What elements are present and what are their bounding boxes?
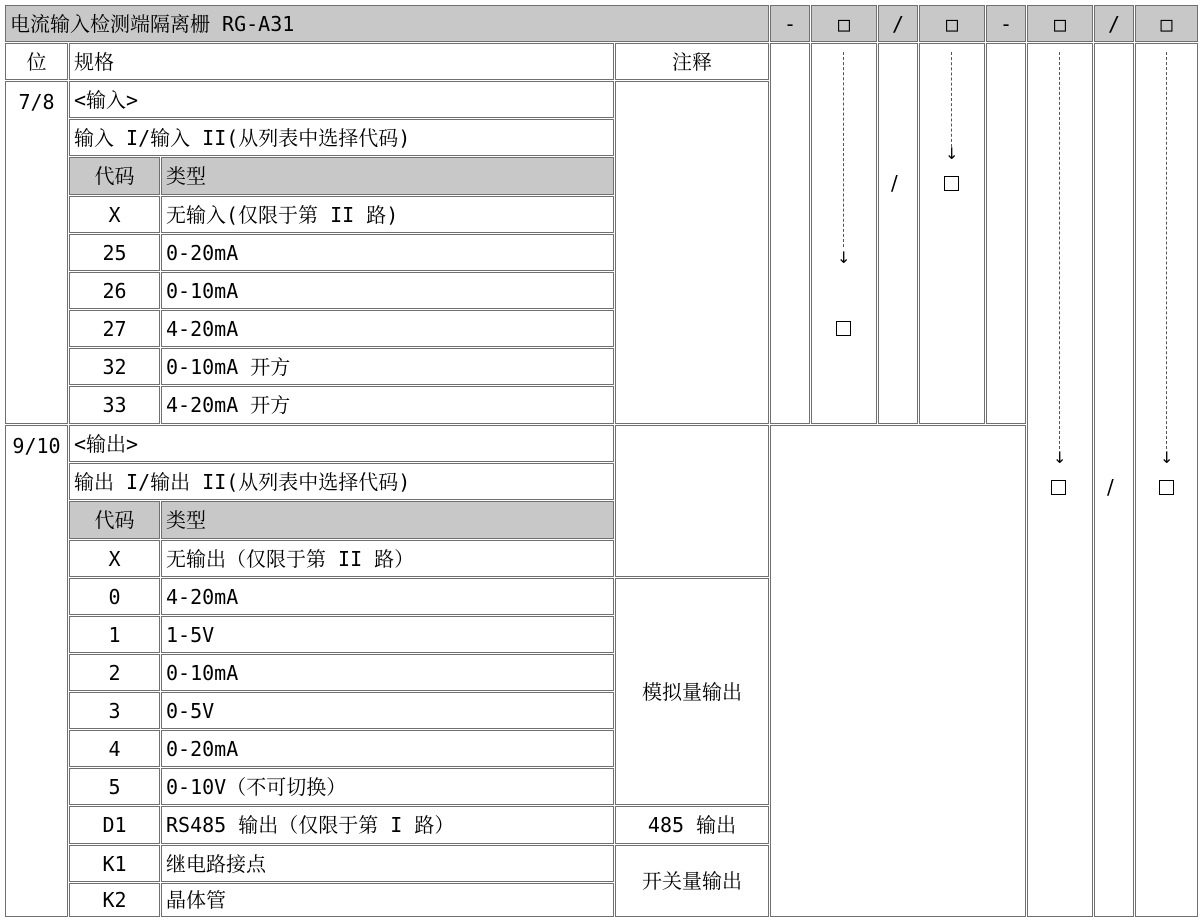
code-box-output-1: [1027, 5, 1093, 42]
input-section-text: <输入>: [74, 87, 139, 112]
box-placeholder-icon: [944, 176, 959, 191]
input-code-cell: X: [108, 202, 121, 227]
slash-symbol: /: [1107, 11, 1121, 36]
note-rs485-text: 485 输出: [647, 813, 737, 837]
title-text: 电流输入检测端隔离栅 RG-A31: [10, 11, 295, 36]
table-row: [69, 310, 160, 347]
dash-symbol: -: [999, 11, 1013, 36]
output-type-cell: 继电路接点: [166, 851, 266, 876]
arrow-down-icon: ↓: [837, 248, 851, 267]
table-row: [161, 806, 614, 844]
input-code-header: [69, 157, 160, 195]
output-section-label: [69, 425, 614, 462]
header-note-text: 注释: [672, 49, 712, 74]
note-rs485-output: [615, 806, 769, 844]
output-position-text: 9/10: [12, 434, 61, 458]
output-type-cell: 0-10mA: [166, 660, 239, 685]
dashed-guide-line: [951, 52, 952, 147]
slash-symbol: /: [891, 11, 905, 36]
table-row: [161, 386, 614, 424]
slash-symbol: /: [891, 171, 898, 195]
input-type-cell: 4-20mA 开方: [166, 393, 291, 417]
output-type-header-text: 类型: [166, 508, 206, 532]
table-row: [161, 348, 614, 385]
input-type-header-text: 类型: [166, 164, 206, 188]
output-type-cell: 晶体管: [166, 888, 226, 912]
output-code-cell: 5: [108, 774, 121, 799]
table-row: [161, 272, 614, 309]
note-analog-text: 模拟量输出: [642, 679, 742, 704]
output-type-cell: 0-20mA: [166, 736, 239, 761]
table-row: [69, 692, 160, 729]
input-section-label: [69, 81, 614, 118]
arrow-down-icon: ↓: [1053, 448, 1067, 467]
output-code-header: [69, 501, 160, 539]
dashed-guide-line: [843, 52, 844, 247]
table-row: [69, 348, 160, 385]
input-code-cell: 33: [102, 393, 127, 417]
table-row: [69, 196, 160, 233]
table-row: [69, 806, 160, 844]
code-box-input-2: [919, 5, 985, 42]
page-title: [5, 5, 769, 42]
output-code-header-text: 代码: [94, 508, 135, 532]
code-column-slash-1: [878, 43, 918, 424]
input-type-cell: 0-10mA 开方: [166, 354, 291, 379]
code-box-input-1: [811, 5, 877, 42]
table-row: [161, 234, 614, 271]
output-type-header: [161, 501, 614, 539]
table-row: [161, 616, 614, 653]
input-note-cell: [615, 81, 769, 424]
code-column-input-2: [919, 43, 985, 424]
box-symbol: □: [1160, 11, 1173, 36]
table-row: [161, 692, 614, 729]
output-code-cell: D1: [102, 813, 127, 837]
output-description-text: 输出 I/输出 II(从列表中选择代码): [74, 469, 411, 494]
table-row: [69, 386, 160, 424]
table-row: [161, 540, 614, 577]
output-code-cell: X: [108, 546, 121, 571]
output-code-cell: 3: [108, 698, 121, 723]
input-type-header: [161, 157, 614, 195]
code-column-blank: [770, 425, 1026, 917]
table-row: [69, 883, 160, 917]
code-column-dash-2: [986, 43, 1026, 424]
header-position-text: 位: [26, 49, 47, 74]
input-description-text: 输入 I/输入 II(从列表中选择代码): [74, 125, 411, 150]
box-symbol: □: [1053, 11, 1067, 36]
table-row: [161, 196, 614, 233]
table-row: [69, 578, 160, 615]
code-dash-2: [986, 5, 1026, 42]
box-symbol: □: [945, 11, 959, 36]
output-code-cell: 2: [108, 660, 121, 685]
input-type-cell: 4-20mA: [166, 316, 239, 341]
header-position: [5, 43, 68, 80]
input-description: [69, 119, 614, 156]
dash-symbol: -: [783, 11, 797, 36]
output-position: [5, 425, 68, 917]
input-code-cell: 27: [102, 316, 127, 341]
table-row: [161, 310, 614, 347]
output-section-text: <输出>: [74, 431, 139, 456]
input-type-cell: 无输入(仅限于第 II 路): [166, 202, 399, 227]
code-column-slash-2: [1094, 43, 1134, 917]
table-row: [161, 730, 614, 767]
code-slash-1: [878, 5, 918, 42]
slash-separator: [891, 173, 898, 193]
input-code-header-text: 代码: [94, 164, 135, 188]
code-dash-1: [770, 5, 810, 42]
table-row: [69, 768, 160, 805]
output-code-cell: K2: [102, 888, 127, 912]
code-column-dash-1: [770, 43, 810, 424]
output-type-cell: 无输出（仅限于第 II 路）: [166, 546, 415, 571]
input-position-text: 7/8: [18, 90, 55, 114]
slash-separator: [1107, 477, 1114, 497]
output-type-cell: 4-20mA: [166, 584, 239, 609]
output-code-cell: 4: [108, 736, 121, 761]
output-type-cell: RS485 输出（仅限于第 I 路）: [166, 813, 455, 837]
slash-symbol: /: [1107, 475, 1114, 499]
code-box-output-2: [1135, 5, 1198, 42]
table-row: [161, 768, 614, 805]
table-row: [161, 654, 614, 691]
arrow-down-icon: ↓: [945, 144, 959, 163]
output-type-cell: 0-5V: [166, 698, 215, 723]
note-switch-output: [615, 845, 769, 917]
table-row: [161, 845, 614, 882]
note-analog-output: [615, 578, 769, 805]
input-type-cell: 0-10mA: [166, 278, 239, 303]
table-row: [69, 272, 160, 309]
box-placeholder-icon: [836, 321, 851, 336]
input-code-cell: 26: [102, 278, 127, 303]
table-row: [161, 578, 614, 615]
table-row: [69, 845, 160, 882]
box-symbol: □: [837, 11, 851, 36]
table-row: [69, 654, 160, 691]
output-code-cell: 1: [108, 622, 121, 647]
output-code-cell: 0: [108, 584, 121, 609]
table-row: [161, 883, 614, 917]
input-position: [5, 81, 68, 424]
box-placeholder-icon: [1051, 480, 1066, 495]
output-code-cell: K1: [102, 851, 127, 876]
input-code-cell: 32: [102, 354, 127, 379]
table-row: [69, 234, 160, 271]
output-type-cell: 1-5V: [166, 622, 215, 647]
input-type-cell: 0-20mA: [166, 240, 239, 265]
dashed-guide-line: [1166, 52, 1167, 449]
arrow-down-icon: ↓: [1160, 448, 1174, 467]
header-spec: [69, 43, 614, 80]
output-note-empty: [615, 425, 769, 577]
table-row: [69, 540, 160, 577]
table-row: [69, 616, 160, 653]
table-row: [69, 730, 160, 767]
output-type-cell: 0-10V（不可切换）: [166, 774, 347, 799]
header-note: [615, 43, 769, 80]
output-description: [69, 463, 614, 500]
box-placeholder-icon: [1159, 480, 1174, 495]
header-spec-text: 规格: [74, 49, 114, 74]
dashed-guide-line: [1059, 52, 1060, 449]
input-code-cell: 25: [102, 240, 127, 265]
code-column-input-1: [811, 43, 877, 424]
code-slash-2: [1094, 5, 1134, 42]
note-switch-text: 开关量输出: [642, 869, 742, 893]
